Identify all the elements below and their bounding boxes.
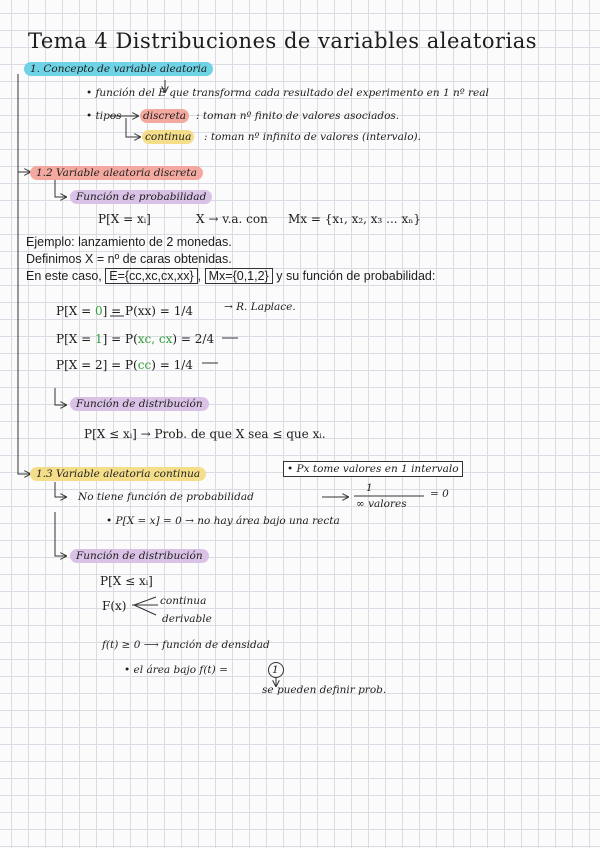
example-line-1: Ejemplo: lanzamiento de 2 monedas. xyxy=(26,235,232,249)
section-2-heading: 1.2 Variable aleatoria discreta xyxy=(30,166,203,180)
area-value: 1 xyxy=(272,664,279,676)
laplace-note: → R. Laplace. xyxy=(224,301,296,313)
p0-mid: ] = P(xx) = xyxy=(102,304,170,318)
continuous-distribution-label: Función de distribución xyxy=(70,549,209,563)
px-equals-zero: • P[X = x] = 0 → no hay área bajo una recta xyxy=(106,515,340,527)
comma: , xyxy=(197,269,202,283)
arrow-right-icon xyxy=(55,388,66,405)
continua-text: : toman nº infinito de valores (intervalo). xyxy=(204,131,421,143)
continua-word: continua xyxy=(142,130,194,144)
fraction-denominator: ∞ valores xyxy=(356,498,407,510)
p2-result: 1/4 xyxy=(173,358,193,372)
example-line-2: Definimos X = nº de caras obtenidas. xyxy=(26,252,232,266)
section-3-heading: 1.3 Variable aleatoria continua xyxy=(30,467,206,481)
mx-box xyxy=(205,268,273,284)
p-x-0 xyxy=(56,303,193,319)
section-1-heading: 1. Concepto de variable aleatoria xyxy=(24,62,213,76)
p1-end: ) = xyxy=(172,332,191,346)
p2-outcomes: cc xyxy=(137,358,152,372)
density-function: f(t) ≥ 0 ⟶ función de densidad xyxy=(102,639,270,651)
p2-pre: P[X = 2] = P( xyxy=(56,358,138,372)
arrow-right-icon xyxy=(126,118,140,137)
distribution-formula: P[X ≤ xᵢ] → Prob. de que X sea ≤ que xᵢ. xyxy=(84,427,326,441)
fx-label: F(x) xyxy=(102,599,127,613)
area-line: • el área bajo f(t) = xyxy=(124,664,228,676)
example-post: y su función de probabilidad: xyxy=(276,269,436,283)
boxed-note: • Px tome valores en 1 intervalo xyxy=(283,461,463,477)
arrow-to-section-3 xyxy=(18,172,30,474)
page-title: Tema 4 Distribuciones de variables aleatorias xyxy=(28,29,538,53)
p0-pre: P[X = xyxy=(56,304,92,318)
mx-value: Mx={0,1,2} xyxy=(208,269,269,283)
p0-val: 0 xyxy=(95,304,103,318)
continuous-distribution-formula: P[X ≤ xᵢ] xyxy=(100,574,153,588)
example-pre: En este caso, xyxy=(26,269,102,283)
continua-property: continua xyxy=(160,595,207,607)
derivable-property: derivable xyxy=(162,613,212,625)
definition-text: • función del E que transforma cada resultado del experimento en 1 nº real xyxy=(86,87,489,99)
discreta-word: discreta xyxy=(140,109,189,123)
discreta-text: : toman nº finito de valores asociados. xyxy=(196,110,400,122)
probability-function-label: Función de probabilidad xyxy=(70,190,212,204)
arrow-right-icon xyxy=(55,180,66,197)
p1-pre: P[X = xyxy=(56,332,92,346)
tipos-label: • tipos xyxy=(86,110,122,122)
fraction-result: = 0 xyxy=(430,488,449,500)
brace-icon xyxy=(134,597,156,615)
p1-mid: ] = P( xyxy=(102,332,138,346)
p-x-1 xyxy=(56,331,214,347)
p1-result: 2/4 xyxy=(194,332,215,346)
p1-outcomes: xc, cx xyxy=(137,332,173,346)
arrow-right-icon xyxy=(55,482,66,497)
p-x-2 xyxy=(56,357,193,373)
probability-formula: P[X = xᵢ] xyxy=(98,212,151,226)
no-probability-function: No tiene función de probabilidad xyxy=(78,491,254,503)
sample-space-box: E={cc,xc,cx,xx} xyxy=(105,268,197,284)
arrow-right-icon xyxy=(55,512,66,556)
p0-result: 1/4 xyxy=(173,304,193,318)
p1-val: 1 xyxy=(95,332,103,346)
fraction-numerator: 1 xyxy=(366,482,373,494)
p2-end: ) = xyxy=(151,358,170,372)
distribution-function-label: Función de distribución xyxy=(70,397,209,411)
va-label: X → v.a. con xyxy=(196,212,268,226)
arrow-to-section-2 xyxy=(18,74,30,172)
area-note: se pueden definir prob. xyxy=(262,684,387,696)
mx-set: Mx = {x₁, x₂, x₃ ... xₙ} xyxy=(288,212,422,226)
example-line-3 xyxy=(26,268,435,284)
